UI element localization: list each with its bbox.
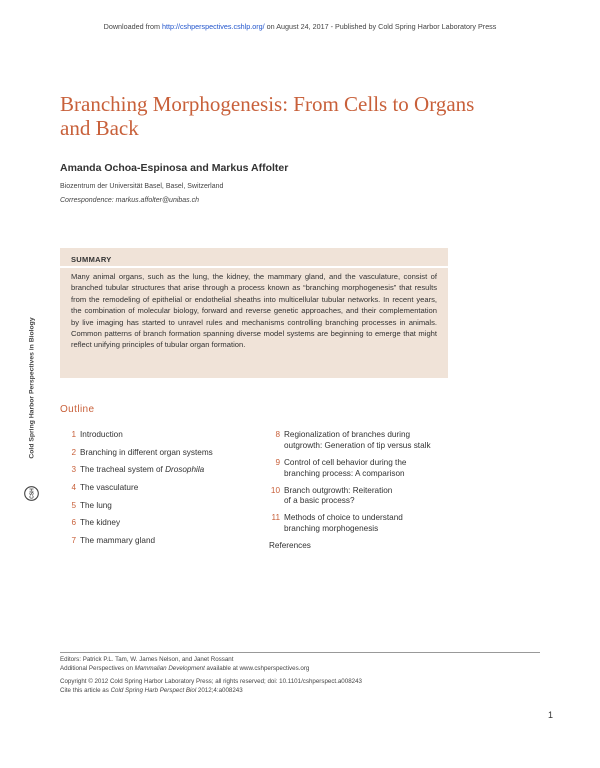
- footer-additional-pre: Additional Perspectives on: [60, 664, 135, 672]
- page-number: 1: [548, 710, 554, 720]
- outline-number: 8: [275, 430, 280, 439]
- outline-number: 4: [71, 483, 76, 493]
- outline-item[interactable]: [266, 486, 466, 508]
- footer-cite-pre: Cite this article as: [60, 686, 111, 694]
- outline-label-line: branching process: A comparison: [284, 468, 405, 478]
- download-link[interactable]: http://cshperspectives.cshlp.org/: [161, 22, 265, 31]
- outline-label: [284, 430, 431, 452]
- csh-logo: [24, 486, 39, 501]
- outline-number: 9: [275, 457, 280, 467]
- download-prefix: Downloaded from: [103, 22, 162, 31]
- outline-label-line: Methods of choice to understand: [284, 513, 403, 523]
- outline-label: [284, 458, 406, 480]
- outline-label-line: Branch outgrowth: Reiteration: [284, 485, 393, 495]
- outline-number: 3: [71, 465, 76, 475]
- outline-label: [80, 465, 204, 476]
- outline-number: 2: [71, 447, 76, 457]
- outline-label: The kidney: [80, 518, 121, 528]
- outline-item[interactable]: [62, 536, 252, 554]
- outline-item[interactable]: [62, 483, 252, 501]
- outline-number: 11: [271, 513, 280, 523]
- download-notice: [0, 22, 600, 31]
- footer-additional: [60, 665, 530, 674]
- correspondence: [60, 197, 199, 204]
- outline-right-column: [266, 430, 466, 550]
- outline-number: 6: [71, 518, 76, 528]
- footer-cite-post: 2012;4:a008243: [196, 686, 243, 694]
- correspondence-label: Correspondence:: [60, 197, 114, 204]
- outline-item[interactable]: [62, 465, 252, 483]
- outline-item[interactable]: [62, 501, 252, 519]
- footer-editors: Editors: Patrick P.L. Tam, W. James Nelson, and Janet Rossant: [60, 656, 234, 663]
- outline-label: Introduction: [80, 430, 123, 439]
- outline-label: The vasculature: [80, 483, 139, 493]
- download-suffix: on August 24, 2017 - Published by Cold Spring Harbor Laboratory Press: [264, 22, 497, 31]
- footer-citation: [60, 687, 530, 696]
- side-label-text: Cold Spring Harbor Perspectives in Biology: [28, 316, 36, 459]
- outline-number: 10: [270, 485, 280, 495]
- footer-additional-italic: Mammalian Development: [134, 664, 205, 672]
- outline-label-line: Regionalization of branches during: [284, 430, 411, 439]
- footer-copyright: Copyright © 2012 Cold Spring Harbor Laboratory Press; all rights reserved; doi: 10.1101/cshperspect.a008243: [60, 678, 362, 686]
- correspondence-email[interactable]: markus.affolter@unibas.ch: [115, 197, 200, 204]
- outline-label: The lung: [80, 500, 112, 510]
- outline-label: The mammary gland: [80, 536, 156, 546]
- outline-left-column: [62, 430, 252, 554]
- outline-label: Branching in different organ systems: [80, 447, 213, 457]
- outline-number: 5: [71, 500, 76, 510]
- outline-number: 7: [71, 536, 76, 546]
- outline-label-line: outgrowth: Generation of tip versus stalk: [284, 440, 431, 450]
- footer-additional-post: available at www.cshperspectives.org: [204, 664, 310, 672]
- footer: [60, 656, 530, 695]
- outline-item[interactable]: [62, 448, 252, 466]
- footer-cite-italic: Cold Spring Harb Perspect Biol: [110, 686, 197, 694]
- outline-item[interactable]: [62, 518, 252, 536]
- outline-heading: Outline: [60, 404, 95, 415]
- footer-divider: [60, 652, 540, 653]
- outline-number: 1: [71, 430, 76, 439]
- outline-item[interactable]: [62, 430, 252, 448]
- outline-references[interactable]: References: [269, 541, 311, 551]
- authors: Amanda Ochoa-Espinosa and Markus Affolter: [60, 162, 289, 174]
- outline-item[interactable]: [266, 458, 466, 480]
- outline-label-text: The tracheal system of: [80, 465, 166, 475]
- article-title: Branching Morphogenesis: From Cells to Organs and Back: [60, 92, 475, 140]
- outline-label: [284, 513, 403, 535]
- outline-label-line: branching morphogenesis: [284, 524, 379, 534]
- outline-label-line: of a basic process?: [284, 496, 355, 506]
- outline-item[interactable]: [266, 513, 466, 535]
- summary-text: Many animal organs, such as the lung, the kidney, the mammary gland, and the vasculature, consist of branched tubular structures that arise through a process known as “branching morphogenesis” that results from the remodeling of epithelial or endothelial sheaths into multicellular tubular networks. In recent years, the combination of molecular biology, forward and reverse genetic approaches, and their complementation by live imaging has started to unravel rules and mechanisms controlling branching processes in animals. Common patterns of branch formation spanning diverse model systems are beginning to emerge that might reflect unifying principles of tubular organ formation.: [71, 272, 437, 350]
- outline-label: [284, 486, 392, 508]
- summary-divider: [60, 266, 448, 268]
- outline-label-line: Control of cell behavior during the: [284, 457, 407, 467]
- summary-box: [60, 248, 448, 378]
- csh-logo-text: CSH: [29, 488, 36, 499]
- outline-label-italic: Drosophila: [165, 465, 205, 475]
- outline-item[interactable]: [266, 430, 466, 452]
- journal-side-label: [27, 295, 37, 480]
- summary-heading: SUMMARY: [71, 255, 112, 264]
- affiliation: Biozentrum der Universität Basel, Basel, Switzerland: [60, 183, 224, 190]
